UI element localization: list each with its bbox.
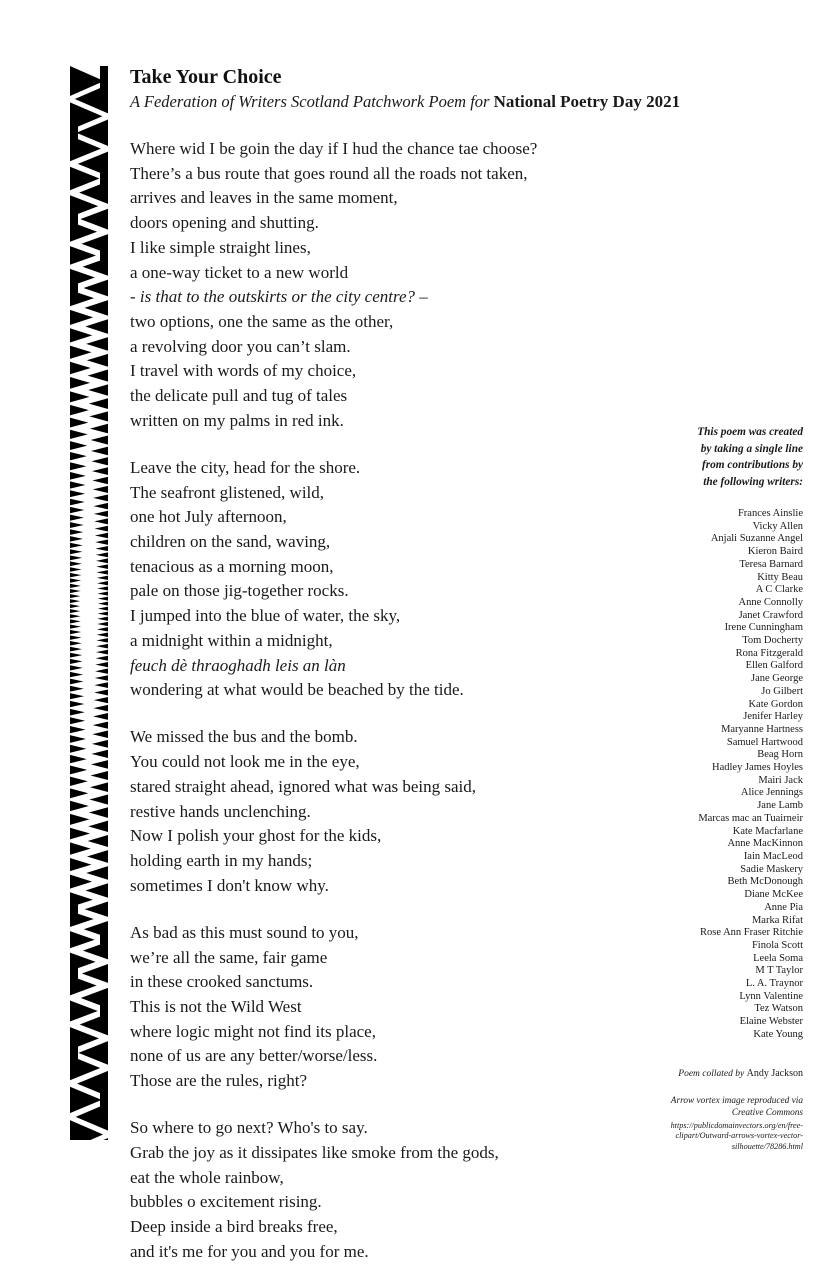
vortex-arrow bbox=[91, 457, 108, 465]
vortex-arrow bbox=[70, 222, 97, 242]
poem-subtitle bbox=[130, 92, 680, 112]
vortex-arrow bbox=[88, 835, 108, 847]
writer-name: Diane McKee bbox=[744, 889, 803, 901]
vortex-arrow bbox=[70, 842, 91, 854]
vortex-arrow bbox=[70, 452, 87, 460]
poem-line: and it's me for you and you for me. bbox=[130, 1241, 369, 1261]
vortex-arrow bbox=[97, 617, 108, 621]
vortex-arrow bbox=[97, 592, 108, 596]
writer-name: Mairi Jack bbox=[758, 774, 803, 786]
poem-line: feuch dè thraoghadh leis an làn bbox=[130, 655, 346, 675]
writer-name: Anjali Suzanne Angel bbox=[710, 533, 803, 545]
vortex-arrow bbox=[96, 638, 108, 643]
poem-line: As bad as this must sound to you, bbox=[130, 922, 359, 942]
vortex-arrow bbox=[70, 911, 94, 927]
vortex-arrow bbox=[70, 594, 80, 598]
vortex-arrow bbox=[70, 589, 81, 593]
vortex-arrow bbox=[70, 481, 85, 488]
poem-line: the delicate pull and tug of tales bbox=[130, 386, 348, 406]
vortex-arrow bbox=[95, 540, 108, 545]
poem-line: sometimes I don't know why. bbox=[130, 875, 329, 895]
image-source-url bbox=[633, 1121, 803, 1153]
vortex-arrow bbox=[92, 740, 108, 748]
writers-list bbox=[633, 508, 803, 1042]
stanza bbox=[130, 725, 650, 898]
vortex-arrow bbox=[70, 584, 81, 588]
vortex-arrow bbox=[70, 391, 89, 402]
vortex-arrow bbox=[91, 447, 108, 456]
vortex-arrow bbox=[87, 850, 108, 863]
poem-line: a one-way ticket to a new world bbox=[130, 262, 349, 282]
intro-line: the following writers: bbox=[703, 475, 803, 488]
vortex-arrow bbox=[96, 558, 108, 563]
vortex-arrow bbox=[70, 717, 85, 724]
vortex-arrow bbox=[70, 659, 82, 664]
writer-name: Kate Macfarlane bbox=[732, 825, 803, 837]
poem-line: Grab the joy as it dissipates like smoke from the gods, bbox=[130, 1143, 499, 1163]
collated-credit bbox=[633, 1068, 803, 1079]
contributors-intro bbox=[633, 424, 803, 490]
vortex-arrow bbox=[70, 630, 81, 634]
poem-line: arrives and leaves in the same moment, bbox=[130, 188, 398, 208]
vortex-arrow bbox=[94, 682, 108, 688]
poem-line: You could not look me in the eye, bbox=[130, 752, 360, 772]
subtitle-text: A Federation of Writers Scotland Patchwork Poem for bbox=[130, 92, 490, 111]
vortex-arrow bbox=[94, 689, 108, 695]
poem-line: I like simple straight lines, bbox=[130, 237, 311, 257]
vortex-arrow bbox=[92, 467, 108, 475]
writer-name: Ellen Galford bbox=[745, 660, 803, 672]
vortex-arrow bbox=[93, 722, 108, 729]
poem-line: doors opening and shutting. bbox=[130, 213, 319, 233]
vortex-arrow bbox=[91, 760, 108, 769]
writer-name: Rona Fitzgerald bbox=[735, 647, 803, 659]
vortex-arrow bbox=[70, 377, 90, 389]
vortex-arrow bbox=[92, 731, 108, 738]
intro-line: by taking a single line bbox=[700, 442, 803, 455]
image-credit bbox=[633, 1095, 803, 1119]
vortex-arrow bbox=[70, 362, 91, 374]
vortex-arrow bbox=[90, 424, 108, 434]
stanza bbox=[130, 137, 650, 433]
subtitle-emphasis: National Poetry Day 2021 bbox=[493, 92, 681, 111]
writer-name: Kate Young bbox=[753, 1028, 803, 1040]
poem-line: wondering at what would be beached by the tide. bbox=[130, 680, 464, 700]
poem-line: This is not the Wild West bbox=[130, 997, 302, 1016]
writer-name: Finola Scott bbox=[751, 939, 803, 951]
vortex-arrow bbox=[95, 533, 108, 539]
writer-name: Jane George bbox=[751, 673, 803, 685]
vortex-arrow bbox=[93, 495, 108, 502]
vortex-arrow bbox=[97, 627, 108, 631]
vortex-arrow bbox=[70, 472, 86, 480]
vortex-arrow bbox=[97, 581, 108, 585]
writer-name: Vicky Allen bbox=[752, 520, 803, 532]
vortex-arrow bbox=[83, 258, 108, 276]
writer-name: Iain MacLeod bbox=[743, 850, 803, 862]
vortex-arrow bbox=[97, 633, 108, 637]
vortex-arrow bbox=[95, 662, 108, 667]
vortex-arrow bbox=[70, 693, 84, 699]
writer-name: L. A. Traynor bbox=[745, 978, 803, 990]
poem-line: Where wid I be goin the day if I hud the chance tae choose? bbox=[130, 139, 538, 158]
vortex-arrow bbox=[80, 209, 108, 230]
poem-line: So where to go next? Who's to say. bbox=[130, 1118, 368, 1138]
vortex-arrow bbox=[70, 653, 82, 658]
vortex-arrow bbox=[89, 411, 108, 421]
writer-name: Hadley James Hoyles bbox=[712, 762, 803, 774]
vortex-arrow bbox=[70, 931, 95, 948]
vortex-arrow bbox=[70, 701, 84, 707]
vortex-arrow bbox=[70, 290, 94, 306]
poem-line: eat the whole rainbow, bbox=[130, 1167, 284, 1187]
credit-line: Creative Commons bbox=[731, 1107, 803, 1118]
writer-name: Leela Soma bbox=[753, 952, 803, 964]
vortex-arrow bbox=[98, 612, 108, 616]
vortex-arrow bbox=[83, 942, 108, 960]
vortex-arrow bbox=[90, 771, 108, 780]
poem-line: a midnight within a midnight, bbox=[130, 630, 333, 650]
vortex-arrow bbox=[85, 319, 108, 334]
poem-line: We missed the bus and the bomb. bbox=[130, 727, 358, 747]
vortex-arrow bbox=[70, 726, 85, 733]
vortex-arrow bbox=[70, 310, 93, 325]
vortex-arrow bbox=[70, 549, 82, 554]
poem-line: Leave the city, head for the shore. bbox=[130, 457, 361, 477]
vortex-arrow bbox=[96, 564, 108, 569]
vortex-arrow bbox=[97, 570, 108, 575]
vortex-arrow bbox=[90, 782, 108, 792]
vortex-arrow bbox=[98, 607, 108, 611]
writer-name: Jenifer Harley bbox=[743, 711, 803, 723]
vortex-arrow bbox=[70, 624, 81, 628]
credit-line: Arrow vortex image reproduced via bbox=[670, 1095, 803, 1106]
vortex-arrow bbox=[84, 280, 108, 297]
stanza bbox=[130, 456, 650, 703]
vortex-arrow bbox=[70, 801, 89, 811]
vortex-arrow bbox=[70, 604, 80, 608]
vortex-arrow bbox=[85, 883, 108, 897]
writer-name: Lynn Valentine bbox=[739, 990, 803, 1002]
vortex-arrow bbox=[89, 398, 108, 409]
vortex-arrow bbox=[85, 902, 108, 917]
writer-name: Samuel Hartwood bbox=[726, 736, 803, 748]
writer-name: Sadie Maskery bbox=[740, 863, 803, 875]
vortex-arrow bbox=[70, 777, 88, 786]
poem-line: a revolving door you can’t slam. bbox=[130, 336, 351, 356]
vortex-bar bbox=[70, 1138, 78, 1140]
vortex-arrow bbox=[97, 622, 108, 626]
vortex-arrow bbox=[91, 436, 108, 445]
poem-line: The seafront glistened, wild, bbox=[130, 482, 325, 502]
vortex-arrow bbox=[70, 430, 88, 439]
vortex-arrow bbox=[70, 755, 87, 763]
vortex-arrow bbox=[96, 656, 108, 661]
writer-name: Beth McDonough bbox=[727, 876, 803, 888]
vortex-arrow bbox=[70, 462, 86, 470]
vortex-arrow bbox=[93, 713, 108, 720]
vortex-arrow bbox=[70, 418, 88, 428]
vortex-arrow bbox=[70, 788, 88, 798]
vortex-arrow bbox=[70, 679, 83, 685]
poem-line: - is that to the outskirts or the city centre? – bbox=[130, 287, 428, 307]
vortex-arrow bbox=[97, 576, 108, 580]
vortex-arrow bbox=[91, 750, 108, 758]
vortex-arrow bbox=[70, 578, 81, 582]
writer-name: Anne MacKinnon bbox=[727, 838, 803, 850]
poem-line: Now I polish your ghost for the kids, bbox=[130, 826, 382, 846]
vortex-arrow bbox=[87, 354, 108, 367]
poem-line: tenacious as a morning moon, bbox=[130, 556, 334, 576]
vortex-arrow bbox=[80, 1014, 108, 1036]
writer-name: Marcas mac an Tuairneir bbox=[698, 812, 803, 824]
collator-name: Andy Jackson bbox=[746, 1067, 803, 1079]
vortex-arrow bbox=[98, 602, 108, 606]
poem-line: Those are the rules, right? bbox=[130, 1071, 308, 1091]
vortex-arrow bbox=[70, 635, 81, 640]
vortex-arrow bbox=[70, 765, 87, 774]
vortex-arrow bbox=[70, 745, 86, 753]
vortex-arrow bbox=[93, 486, 108, 493]
poem-line: bubbles o excitement rising. bbox=[130, 1192, 322, 1212]
vortex-arrow bbox=[84, 300, 108, 316]
poem-line: two options, one the same as the other, bbox=[130, 311, 394, 331]
url-line: https://publicdomainvectors.org/en/free- bbox=[670, 1120, 803, 1130]
poem-line: pale on those jig-together rocks. bbox=[130, 581, 349, 601]
vortex-arrow bbox=[70, 858, 91, 871]
vortex-arrow bbox=[88, 384, 108, 395]
vortex-arrow bbox=[70, 599, 80, 603]
poem-line: I jumped into the blue of water, the sky, bbox=[130, 606, 401, 626]
writer-name: Jo Gilbert bbox=[761, 685, 803, 697]
poem-line: restive hands unclenching. bbox=[130, 801, 311, 821]
vortex-arrow bbox=[94, 511, 108, 517]
writer-name: Marka Rifat bbox=[751, 914, 803, 926]
vortex-arrow bbox=[70, 405, 89, 415]
vortex-arrow bbox=[86, 337, 108, 351]
writer-name: Irene Cunningham bbox=[724, 622, 803, 634]
poem-line: one hot July afternoon, bbox=[130, 507, 287, 527]
url-line: silhouette/78286.html bbox=[731, 1141, 803, 1151]
writer-name: Beag Horn bbox=[757, 749, 803, 761]
vortex-arrow bbox=[70, 507, 84, 513]
vortex-arrow bbox=[82, 964, 108, 983]
vortex-arrow bbox=[70, 555, 82, 560]
vortex-arrow bbox=[70, 515, 84, 521]
vortex-arrow bbox=[70, 686, 84, 692]
vortex-arrow bbox=[98, 597, 108, 601]
vortex-arrow bbox=[93, 705, 108, 712]
vortex-arrow bbox=[92, 477, 108, 484]
vortex-arrow bbox=[70, 814, 89, 825]
vortex-arrow bbox=[70, 647, 82, 652]
collated-label: Poem collated by bbox=[678, 1068, 745, 1079]
writer-name: Kate Gordon bbox=[748, 698, 803, 710]
poem-line: stared straight ahead, ignored what was being said, bbox=[130, 776, 477, 796]
writer-name: Maryanne Hartness bbox=[721, 723, 803, 735]
arrow-vortex-decoration bbox=[70, 66, 108, 1140]
vortex-arrow bbox=[70, 573, 81, 577]
vortex-arrow bbox=[70, 614, 80, 618]
poem-line: none of us are any better/worse/less. bbox=[130, 1046, 378, 1066]
vortex-arrow bbox=[70, 619, 81, 623]
poem-line: children on the sand, waving, bbox=[130, 532, 331, 552]
vortex-arrow bbox=[70, 490, 85, 497]
vortex-arrow bbox=[95, 669, 108, 674]
poem-line: we’re all the same, fair game bbox=[130, 947, 328, 967]
poem-line: where logic might not find its place, bbox=[130, 1021, 376, 1041]
vortex-arrow bbox=[95, 546, 108, 551]
contributors-sidebar bbox=[633, 424, 803, 1152]
vortex-arrow bbox=[70, 672, 83, 677]
vortex-arrow bbox=[70, 328, 92, 342]
writer-name: Alice Jennings bbox=[740, 787, 803, 799]
vortex-arrow bbox=[70, 536, 83, 541]
vortex-arrow bbox=[70, 976, 97, 996]
intro-line: This poem was created bbox=[697, 426, 803, 438]
vortex-arrow bbox=[95, 675, 108, 681]
poem-line: Deep inside a bird breaks free, bbox=[130, 1217, 338, 1237]
writer-name: Frances Ainslie bbox=[737, 508, 803, 519]
poem-line: written on my palms in red ink. bbox=[130, 410, 344, 430]
poem-body bbox=[130, 137, 650, 1265]
vortex-arrow bbox=[88, 370, 108, 382]
vortex-arrow bbox=[70, 499, 85, 506]
vortex-arrow bbox=[94, 503, 108, 509]
writer-name: Kieron Baird bbox=[747, 546, 803, 558]
vortex-arrow bbox=[97, 586, 108, 590]
writer-name: A C Clarke bbox=[755, 584, 803, 596]
writer-name: Jane Lamb bbox=[757, 800, 803, 812]
vortex-arrow bbox=[89, 794, 108, 804]
writer-name: Kitty Beau bbox=[757, 571, 803, 583]
poem-title: Take Your Choice bbox=[130, 66, 282, 88]
writer-name: Elaine Webster bbox=[739, 1016, 803, 1028]
vortex-arrow bbox=[94, 697, 108, 703]
vortex-arrow bbox=[96, 650, 108, 655]
vortex-arrow bbox=[89, 807, 108, 818]
vortex-arrow bbox=[86, 866, 108, 880]
writer-name: Tez Watson bbox=[754, 1003, 803, 1015]
vortex-arrow bbox=[70, 441, 87, 450]
vortex-arrow bbox=[70, 346, 92, 359]
intro-line: from contributions by bbox=[701, 459, 803, 471]
vortex-arrow bbox=[70, 665, 83, 670]
vortex-arrow bbox=[70, 709, 85, 716]
vortex-arrow bbox=[70, 567, 82, 572]
vortex-arrow bbox=[70, 522, 84, 528]
vortex-arrow bbox=[95, 526, 108, 532]
writer-name: Teresa Barnard bbox=[739, 558, 803, 570]
vortex-arrow bbox=[70, 609, 80, 613]
poem-line: holding earth in my hands; bbox=[130, 850, 313, 870]
writer-name: Tom Docherty bbox=[742, 635, 803, 647]
vortex-arrow bbox=[96, 644, 108, 649]
vortex-arrow bbox=[70, 875, 92, 889]
stanza bbox=[130, 921, 650, 1094]
writer-name: M T Taylor bbox=[755, 965, 803, 977]
vortex-arrow bbox=[70, 735, 86, 743]
poem-line: There’s a bus route that goes round all the roads not taken, bbox=[130, 163, 528, 183]
vortex-arrow bbox=[70, 561, 82, 566]
poem-line: I travel with words of my choice, bbox=[130, 361, 357, 381]
vortex-arrow bbox=[70, 529, 83, 535]
vortex-arrow bbox=[70, 828, 90, 840]
writer-name: Rose Ann Fraser Ritchie bbox=[700, 927, 803, 939]
vortex-arrow bbox=[70, 1000, 98, 1021]
vortex-arrow bbox=[96, 552, 108, 557]
writer-name: Janet Crawford bbox=[738, 609, 803, 621]
stanza bbox=[130, 1116, 650, 1264]
vortex-arrow bbox=[70, 641, 82, 646]
poem-line: in these crooked sanctums. bbox=[130, 972, 314, 992]
writer-name: Anne Connolly bbox=[738, 596, 803, 608]
url-line: clipart/Outward-arrows-vortex-vector- bbox=[675, 1131, 803, 1141]
vortex-arrow bbox=[88, 821, 108, 832]
vortex-arrow bbox=[70, 246, 96, 265]
vortex-arrow bbox=[94, 518, 108, 524]
writer-name: Anne Pia bbox=[764, 901, 803, 913]
vortex-arrow bbox=[70, 543, 83, 548]
